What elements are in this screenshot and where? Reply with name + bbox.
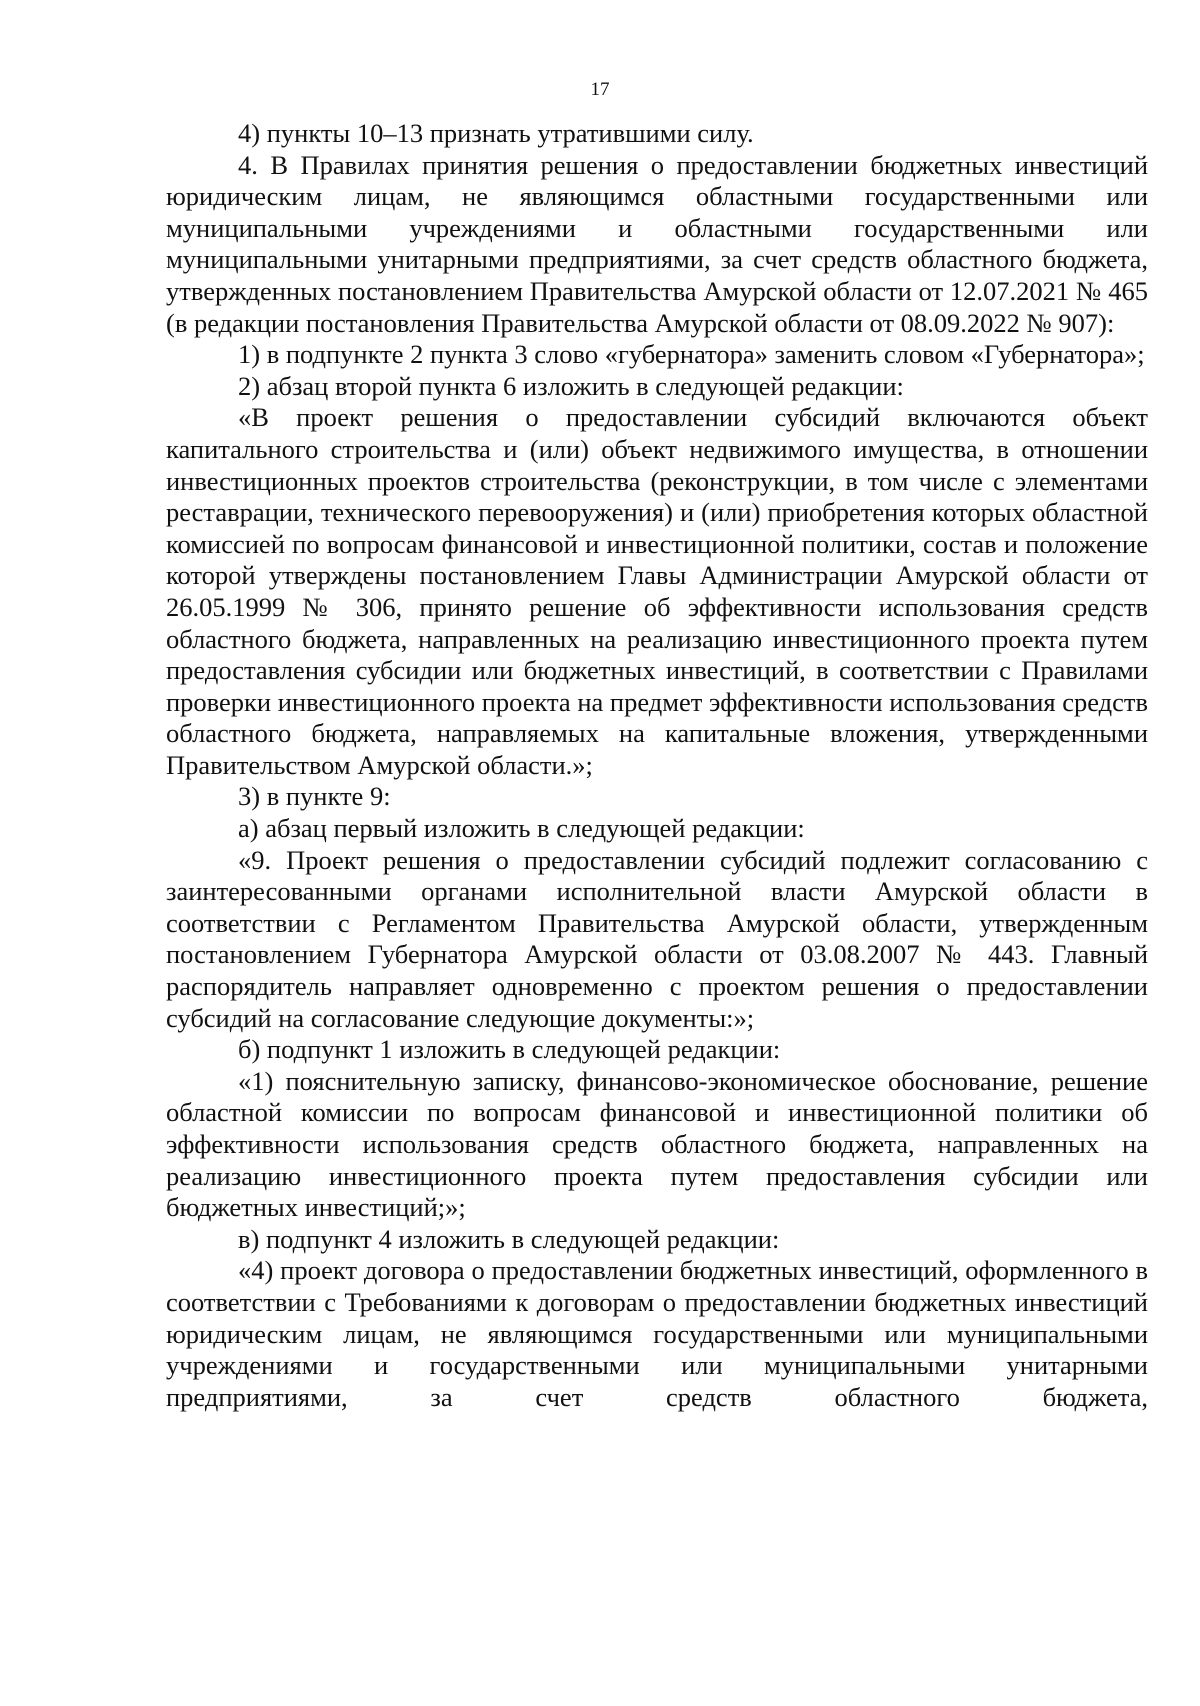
document-body (166, 118, 1148, 1413)
paragraph: 4) пункты 10–13 признать утратившими силу. (238, 118, 754, 148)
paragraph: «9. Проект решения о предоставлении субсидий подлежит согласованию с заинтересованными органами исполнительной власти Амурской области в соответствии с Регламентом Правительства Амурской области, утвержденным постановлением Губернатора Амурской области от 03.08.2007 № 443. Главный распорядитель направляет одновременно с проектом решения о предоставлении субсидий на согласование следующие документы:»; (166, 844, 1148, 1033)
paragraph-continued: «4) проект договора о предоставлении бюджетных инвестиций, оформленного в соответствии с Требованиями к договорам о предоставлении бюджетных инвестиций юридическим лицам, не являющимся государственными или муниципальными учреждениями и государственными или муниципальными унитарными предприятиями, за счет средств областного бюджета, (166, 1255, 1148, 1412)
paragraph: «В проект решения о предоставлении субсидий включаются объект капитального строительства и (или) объект недвижимого имущества, в отношении инвестиционных проектов строительства (реконструкции, в том числе с элементами реставрации, технического перевооружения) и (или) приобретения которых областной комиссией по вопросам финансовой и инвестиционной политики, состав и положение которой утверждены постановлением Главы Администрации Амурской области от 26.05.1999 № 306, принято решение об эффективности использования средств областного бюджета, направленных на реализацию инвестиционного проекта путем предоставления субсидии или бюджетных инвестиций, в соответствии с Правилами проверки инвестиционного проекта на предмет эффективности использования средств областного бюджета, направляемых на капитальные вложения, утвержденными Правительством Амурской области.»; (166, 402, 1148, 780)
paragraph: а) абзац первый изложить в следующей редакции: (238, 813, 805, 844)
paragraph: 3) в пункте 9: (238, 781, 391, 812)
paragraph: 2) абзац второй пункта 6 изложить в следующей редакции: (238, 370, 904, 401)
paragraph: «1) пояснительную записку, финансово-экономическое обоснование, решение областной комиссии по вопросам финансовой и инвестиционной политики об эффективности использования средств областного бюджета, направленных на реализацию инвестиционного проекта путем предоставления субсидии или бюджетных инвестиций;»; (166, 1065, 1148, 1223)
paragraph: в) подпункт 4 изложить в следующей редакции: (238, 1223, 780, 1254)
paragraph: б) подпункт 1 изложить в следующей редакции: (238, 1034, 781, 1065)
page-number: 17 (590, 79, 610, 100)
paragraph: 4. В Правилах принятия решения о предоставлении бюджетных инвестиций юридическим лицам, не являющимся областными государственными или муниципальными учреждениями и областными государственными или муниципальными унитарными предприятиями, за счет средств областного бюджета, утвержденных постановлением Правительства Амурской области от 12.07.2021 № 465 (в редакции постановления Правительства Амурской области от 08.09.2022 № 907): (166, 149, 1148, 338)
paragraph: 1) в подпункте 2 пункта 3 слово «губернатора» заменить словом «Губернатора»; (238, 339, 1145, 370)
